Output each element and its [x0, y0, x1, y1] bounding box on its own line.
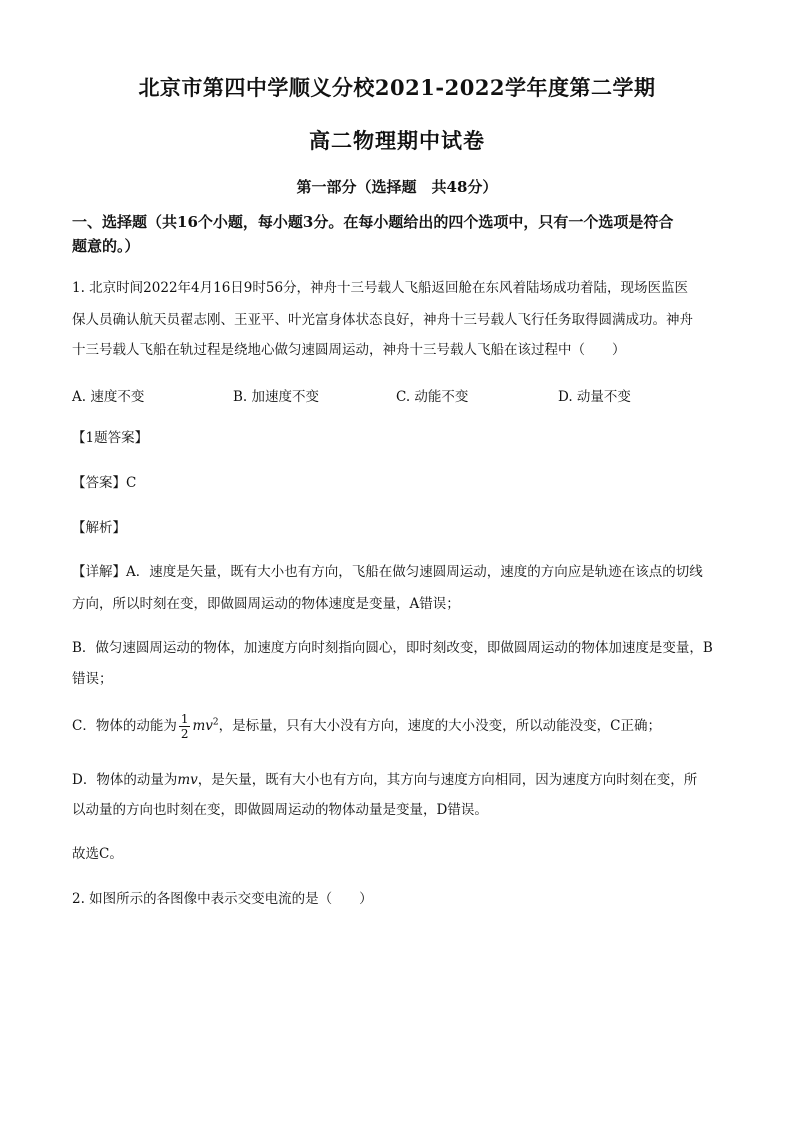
q1-detail-c-post: ，是标量，只有大小没有方向，速度的大小没变，所以动能没变，C正确；	[218, 718, 661, 734]
q1-detail-d-line2: 以动量的方向也时刻在变，即做圆周运动的物体动量是变量，D错误。	[72, 802, 488, 818]
q1-stem-line3: 十三号载人飞船在轨过程是绕地心做匀速圆周运动，神舟十三号载人飞船在该过程中（ ）	[72, 342, 626, 358]
section-heading-line1: 一、选择题（共16个小题，每小题3分。在每小题给出的四个选项中，只有一个选项是符合	[72, 213, 674, 231]
q1-detail-a-line1: 【详解】A．速度是矢量，既有大小也有方向，飞船在做匀速圆周运动，速度的方向应是轨迹在该点的切线	[72, 564, 703, 580]
q1-option-c: C. 动能不变	[396, 389, 469, 405]
q1-detail-c-exponent: 2	[212, 717, 219, 728]
fraction-numerator: 1	[180, 712, 189, 726]
q1-stem-line2: 保人员确认航天员翟志刚、王亚平、叶光富身体状态良好，神舟十三号载人飞行任务取得圆满成功。神舟	[72, 312, 693, 328]
q1-detail-d-post: ，是矢量，既有大小也有方向，其方向与速度方向相同，因为速度方向时刻在变，所	[197, 772, 698, 788]
q1-conclusion: 故选C。	[72, 846, 123, 862]
exam-subtitle: 高二物理期中试卷	[309, 128, 485, 153]
q1-answer-tag: 【1题答案】	[72, 430, 149, 446]
q1-detail-c	[72, 712, 742, 741]
q1-detail-c-pre: C．物体的动能为	[72, 718, 177, 734]
part-title: 第一部分（选择题 共48分）	[296, 178, 498, 196]
q1-option-d: D. 动量不变	[558, 389, 631, 405]
q2-stem-line1: 2. 如图所示的各图像中表示交变电流的是（ ）	[72, 891, 373, 907]
q1-detail-b-line1: B．做匀速圆周运动的物体，加速度方向时刻指向圆心，即时刻改变，即做圆周运动的物体加速度是变量，B	[72, 640, 713, 656]
q1-detail-a-line2: 方向，所以时刻在变，即做圆周运动的物体速度是变量，A错误；	[72, 596, 460, 612]
q1-detail-b-line2: 错误；	[72, 671, 113, 687]
fraction-denominator: 2	[180, 727, 189, 741]
q1-stem-line1: 1. 北京时间2022年4月16日9时56分，神舟十三号载人飞船返回舱在东风着陆场成功着陆，现场医监医	[72, 280, 689, 296]
q1-option-b: B. 加速度不变	[233, 389, 320, 405]
q1-option-a: A. 速度不变	[72, 389, 145, 405]
q1-analysis-tag: 【解析】	[72, 520, 126, 536]
q1-detail-d-line1	[72, 770, 742, 790]
q1-detail-c-math: mv	[192, 718, 213, 734]
q1-answer: 【答案】C	[72, 475, 137, 491]
section-heading-line2: 题意的。）	[72, 237, 140, 255]
kinetic-energy-fraction	[179, 712, 191, 741]
q1-detail-d-math: mv	[177, 772, 198, 788]
q1-detail-d-pre: D．物体的动量为	[72, 772, 178, 788]
exam-title: 北京市第四中学顺义分校2021-2022学年度第二学期	[138, 75, 656, 100]
